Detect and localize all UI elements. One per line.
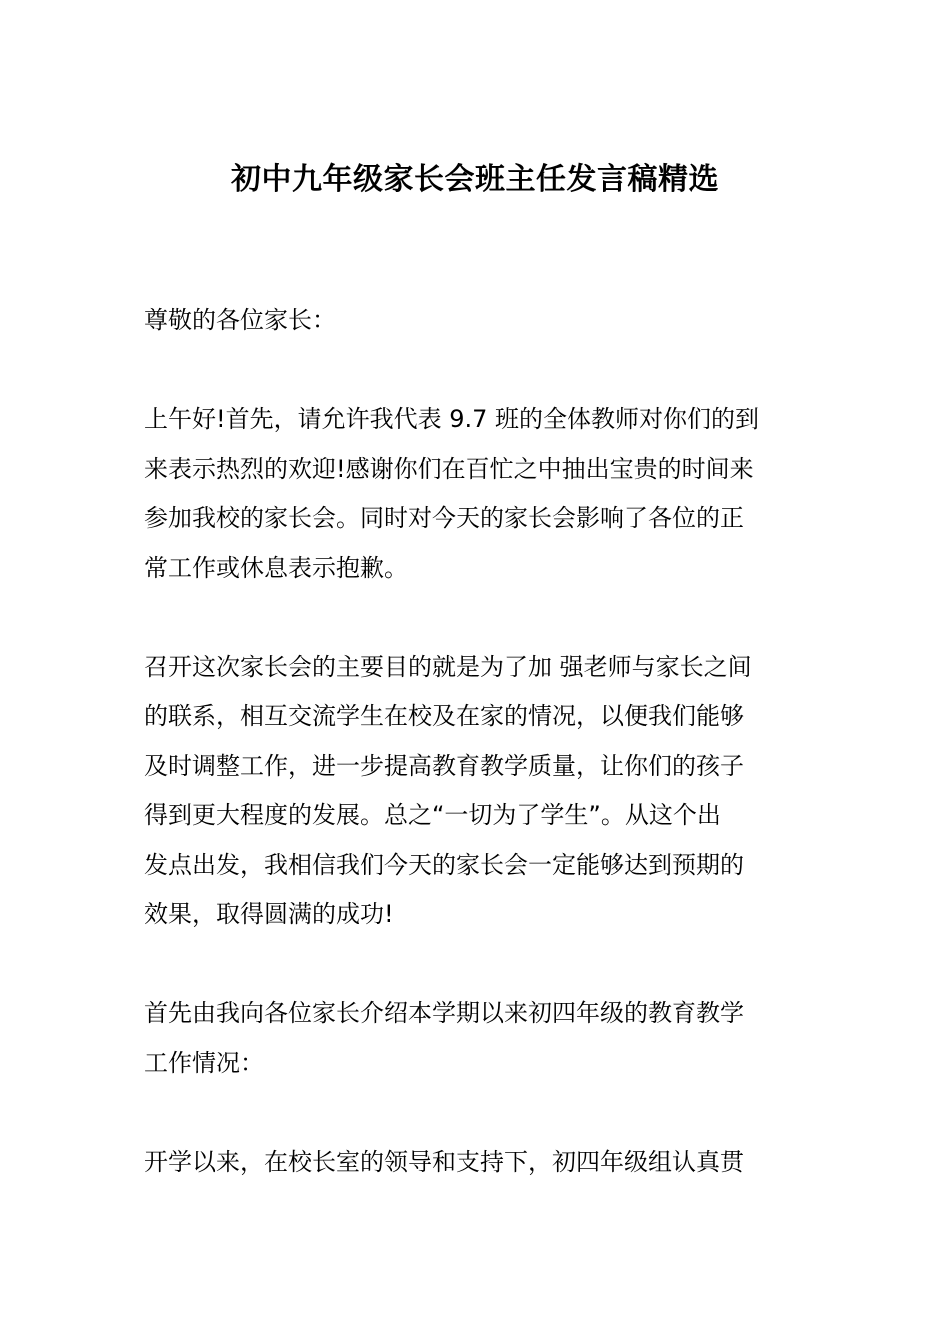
paragraph-work-overview: 开学以来，在校长室的领导和支持下，初四年级组认真贯	[144, 1147, 744, 1176]
paragraph-greeting: 尊敬的各位家长：	[144, 306, 336, 334]
paragraph-welcome: 上午好!首先，请允许我代表 9.7 班的全体教师对你们的到 来表示热烈的欢迎!感谢你们在百忙之中抽出宝贵的时间来 参加我校的家长会。同时对今天的家长会影响了各位的正 常工作或休息表示抱歉。	[144, 405, 760, 582]
paragraph-introduction: 首先由我向各位家长介绍本学期以来初四年级的教育教学 工作情况：	[144, 999, 744, 1077]
paragraph-purpose: 召开这次家长会的主要目的就是为了加 强老师与家长之间 的联系，相互交流学生在校及在家的情况，以便我们能够 及时调整工作，进一步提高教育教学质量，让你们的孩子 得到更大程度的发展。总之“一切为了学生”。从这个出 发点出发，我相信我们今天的家长会一定能够达到预期的 效果，取得圆满的成功!	[144, 652, 752, 928]
document-title: 初中九年级家长会班主任发言稿精选	[231, 162, 719, 197]
document-body	[144, 296, 808, 1187]
